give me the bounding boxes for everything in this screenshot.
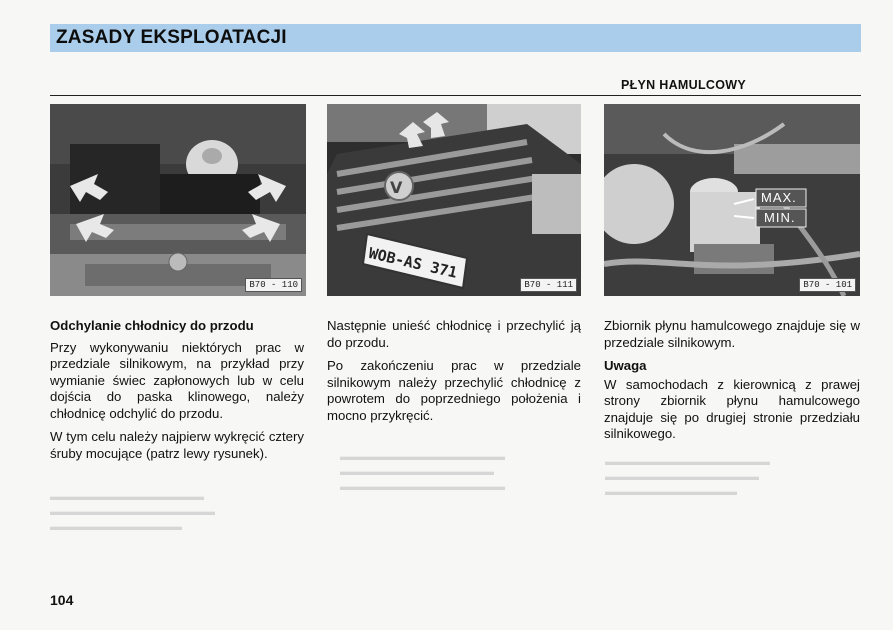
svg-text:V: V [390,178,403,197]
note-heading: Uwaga [604,358,647,373]
show-through-text: ▬▬▬▬▬▬▬▬▬▬▬▬▬▬▬ ▬▬▬▬▬▬▬▬▬▬▬▬▬▬ ▬▬▬▬▬▬▬▬▬▬▬▬ [605,456,770,498]
paragraph: Przy wykonywaniu niektórych prac w przedziale silnikowym, na przykład przy wymianie świec zapłonowych lub w celu dojścia do paska klinowego, należy chłodnicę odchylić do przodu. [50,339,304,421]
paragraph: Po zakończeniu prac w przedziale silnikowym należy przechylić chłodnicę z powrotem do poprzedniego położenia i mocno przykręcić. [327,358,581,423]
left-column [50,318,304,469]
figure-code: B70 - 111 [520,278,577,292]
paragraph: W tym celu należy najpierw wykręcić cztery śruby mocujące (patrz lewy rysunek). [50,429,304,461]
right-column [604,318,860,450]
chapter-title: ZASADY EKSPLOATACJI [56,27,287,48]
show-through-text: ▬▬▬▬▬▬▬▬▬▬▬▬▬▬▬ ▬▬▬▬▬▬▬▬▬▬▬▬▬▬ ▬▬▬▬▬▬▬▬▬▬▬▬▬▬▬ [340,451,505,493]
section-title: PŁYN HAMULCOWY [620,78,746,92]
min-mark-label: MIN. [764,210,796,225]
chapter-header-bar [50,24,861,52]
engine-bay-photo [50,104,306,296]
front-grille-photo [327,104,581,296]
middle-column [327,318,581,431]
license-plate-text: WOB-AS 371 [366,244,459,282]
section-rule [50,95,861,96]
show-through-text: ▬▬▬▬▬▬▬▬▬▬▬▬▬▬ ▬▬▬▬▬▬▬▬▬▬▬▬▬▬▬ ▬▬▬▬▬▬▬▬▬▬▬▬ [50,491,215,533]
brake-fluid-reservoir-photo [604,104,860,296]
subsection-heading: Odchylanie chłodnicy do przodu [50,318,254,333]
paragraph: Następnie unieść chłodnicę i przechylić ją do przodu. [327,318,581,350]
paragraph: W samochodach z kierownicą z prawej strony zbiornik płynu hamulcowego znajduje się po drugiej stronie przedziału silnikowego. [604,376,860,441]
figure-code: B70 - 110 [245,278,302,292]
figure-code: B70 - 101 [799,278,856,292]
page-number: 104 [50,592,74,608]
max-mark-label: MAX. [761,190,797,205]
paragraph: Zbiornik płynu hamulcowego znajduje się w przedziale silnikowym. [604,318,860,350]
